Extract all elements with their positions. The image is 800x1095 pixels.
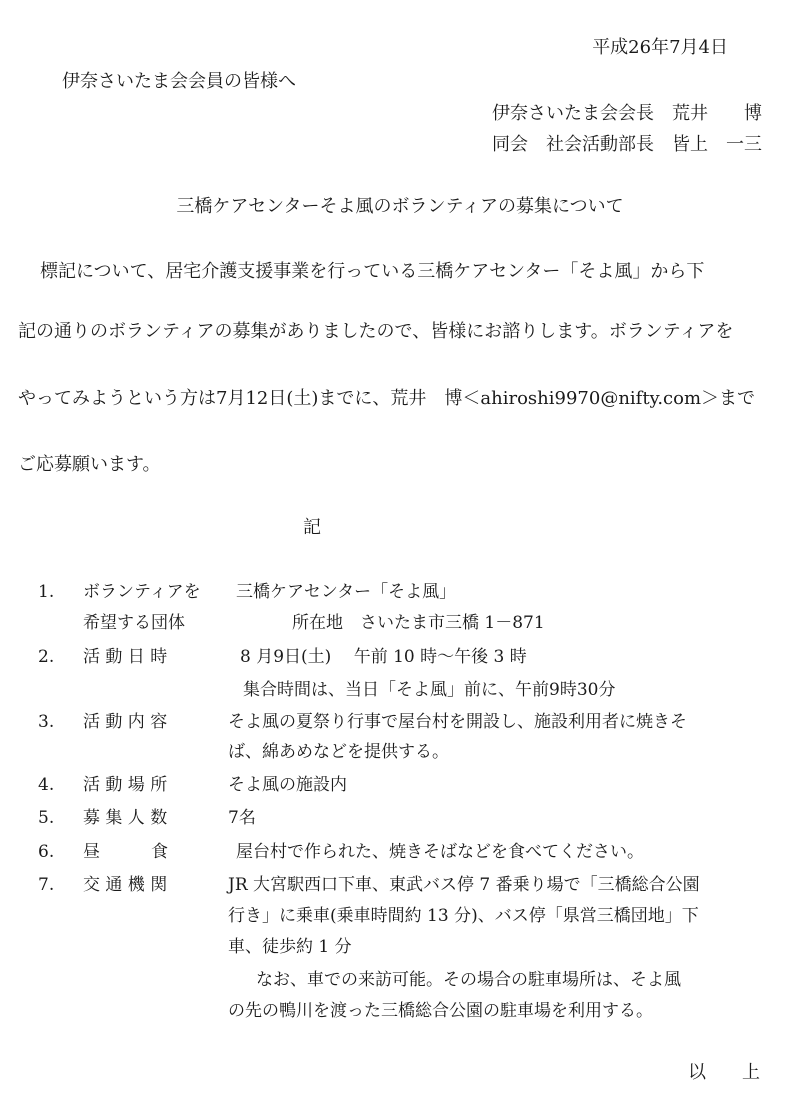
body-line: ご応募願います。 [18, 454, 161, 475]
sender-line-1: 伊奈さいたま会会長 荒井 博 [492, 103, 762, 124]
item-value: の先の鴨川を渡った三橋総合公園の駐車場を利用する。 [228, 1001, 653, 1021]
item-number: 6. [38, 842, 55, 862]
item-number: 5. [38, 808, 55, 828]
item-label: 交 通 機 関 [83, 875, 168, 895]
subject-title: 三橋ケアセンターそよ風のボランティアの募集について [176, 196, 624, 217]
body-line: 標記について、居宅介護支援事業を行っている三橋ケアセンター「そよ風」から下 [40, 261, 705, 282]
item-value: そよ風の施設内 [228, 775, 347, 795]
item-label: 昼 食 [83, 842, 168, 862]
item-value: 三橋ケアセンター「そよ風」 [236, 582, 457, 602]
body-line: 記の通りのボランティアの募集がありましたので、皆様にお諮りします。ボランティアを [18, 321, 734, 342]
item-value: 車、徒歩約 1 分 [228, 937, 352, 957]
item-label: 希望する団体 [83, 613, 185, 633]
item-value: JR 大宮駅西口下車、東武バス停 7 番乗り場で「三橋総合公園 [228, 875, 700, 895]
item-value: ば、綿あめなどを提供する。 [228, 742, 449, 762]
item-number: 3. [38, 712, 55, 732]
item-value: 7名 [228, 808, 256, 828]
item-label: 活 動 場 所 [83, 775, 168, 795]
item-label: 活 動 日 時 [83, 647, 168, 667]
item-value: 所在地 さいたま市三橋 1－871 [292, 613, 545, 633]
item-label: 募 集 人 数 [83, 808, 168, 828]
item-value: 屋台村で作られた、焼きそばなどを食べてください。 [236, 842, 644, 862]
document-date: 平成26年7月4日 [592, 37, 728, 58]
body-line: やってみようという方は7月12日(土)までに、荒井 博＜ahiroshi9970@nifty.com＞まで [18, 388, 756, 409]
item-value: なお、車での来訪可能。その場合の駐車場所は、そよ風 [256, 970, 681, 990]
closing-mark: 以 上 [688, 1062, 760, 1083]
item-value: そよ風の夏祭り行事で屋台村を開設し、施設利用者に焼きそ [228, 712, 687, 732]
ki-heading: 記 [303, 517, 321, 538]
item-number: 2. [38, 647, 55, 667]
item-number: 1. [38, 582, 55, 602]
sender-line-2: 同会 社会活動部長 皆上 一三 [492, 134, 762, 155]
item-number: 4. [38, 775, 55, 795]
item-label: 活 動 内 容 [83, 712, 168, 732]
item-value: 行き」に乗車(乗車時間約 13 分)、バス停「県営三橋団地」下 [228, 906, 699, 926]
item-label: ボランティアを [83, 582, 201, 602]
item-value: 8 月9日(土) 午前 10 時～午後 3 時 [240, 647, 527, 667]
item-number: 7. [38, 875, 55, 895]
item-value: 集合時間は、当日「そよ風」前に、午前9時30分 [243, 680, 616, 700]
addressee: 伊奈さいたま会会員の皆様へ [62, 71, 296, 92]
